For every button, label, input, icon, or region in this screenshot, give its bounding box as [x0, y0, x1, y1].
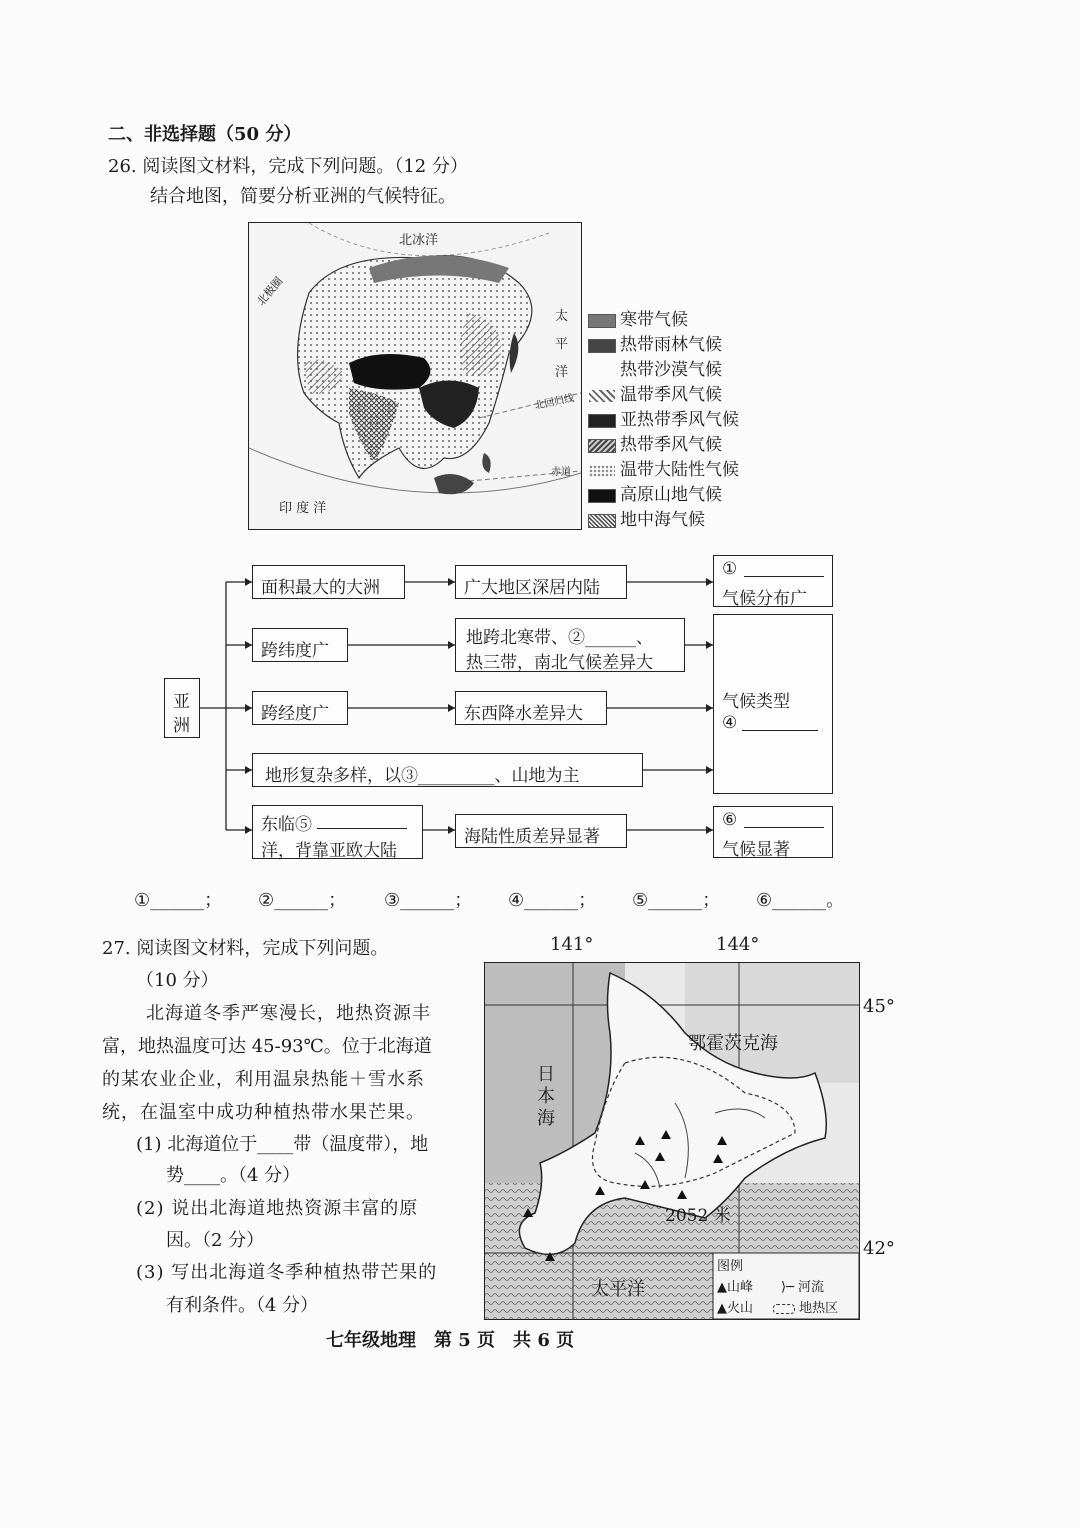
map-label-japan-sea-1: 日: [537, 1064, 555, 1085]
page-footer: 七年级地理 第 5 页 共 6 页: [326, 1330, 575, 1351]
q27-para-3: 的某农业企业，利用温泉热能＋雪水系: [102, 1069, 425, 1090]
flow-longitude-box: [252, 691, 348, 725]
flow-zones-line1: 地跨北寒带、②______、: [466, 628, 653, 648]
q27-para-2: 富，地热温度可达 45-93℃。位于北海道: [102, 1036, 432, 1057]
map-label-indian-ocean: 印 度 洋: [279, 501, 327, 516]
legend-item: 热带雨林气候: [588, 330, 722, 355]
q27-sub3-line1: (3) 写出北海道冬季种植热带芒果的: [136, 1262, 438, 1283]
flow-inland-text: 广大地区深居内陆: [464, 578, 600, 598]
answer-blank-1[interactable]: ①______；: [134, 890, 223, 911]
geothermal-area-icon: [773, 1304, 795, 1314]
q27-sub1-line2: 势____。（4 分）: [166, 1165, 301, 1186]
flow-types-text: 气候类型: [722, 692, 790, 712]
legend-item: 温带季风气候: [588, 380, 722, 405]
river-icon: ⟩─: [781, 1280, 794, 1295]
flow-blank5-line: [317, 828, 407, 829]
answer-blank-4[interactable]: ④______；: [508, 890, 597, 911]
flow-blank1-num: ①: [722, 559, 738, 579]
map-legend-peak: ▲山峰: [717, 1280, 753, 1295]
flow-landsea-box: [455, 814, 627, 848]
flow-terrain-text: 地形复杂多样，以③_________、山地为主: [265, 766, 580, 786]
map-label-japan-sea-2: 本: [537, 1086, 555, 1107]
flow-blank4-num: ④: [722, 713, 738, 733]
flow-types-box: [713, 614, 833, 794]
map-lon-144: 144°: [716, 934, 760, 955]
flow-zones-box: [455, 618, 685, 672]
flow-area-text: 面积最大的大洲: [261, 578, 380, 598]
legend-item: 高原山地气候: [588, 480, 722, 505]
map-legend-title: 图例: [717, 1259, 744, 1274]
legend-item: 寒带气候: [588, 305, 688, 330]
flow-east-line2: 洋，背靠亚欧大陆: [261, 841, 397, 861]
q26-stem: 26. 阅读图文材料，完成下列问题。（12 分）: [108, 156, 468, 177]
q27-sub2-line2: 因。（2 分）: [166, 1230, 265, 1251]
flow-blank4-line: [742, 730, 818, 731]
flow-latitude-box: [252, 628, 348, 662]
answer-blank-6[interactable]: ⑥______。: [756, 890, 845, 911]
flow-blank1-box: [713, 555, 833, 607]
flow-longitude-text: 跨经度广: [261, 704, 329, 724]
flow-blank6-line: [744, 827, 824, 828]
flow-inland-box: [455, 565, 627, 599]
legend-item: 亚热带季风气候: [588, 405, 739, 430]
flow-blank6-box: [713, 806, 833, 858]
flow-latitude-text: 跨纬度广: [261, 641, 329, 661]
legend-item: 热带季风气候: [588, 430, 722, 455]
map-lat-42: 42°: [863, 1238, 895, 1259]
q27-para-4: 统，在温室中成功种植热带水果芒果。: [102, 1102, 425, 1123]
flow-blank6-text: 气候显著: [722, 840, 790, 860]
map-legend-volcano: ▲火山: [717, 1301, 753, 1316]
legend-item: 地中海气候: [588, 505, 705, 530]
map-label-okhotsk: 鄂霍茨克海: [688, 1033, 778, 1054]
legend-item: 温带大陆性气候: [588, 455, 739, 480]
q27-para-1: 北海道冬季严寒漫长，地热资源丰: [146, 1003, 431, 1024]
q27-sub1-line1: (1) 北海道位于____带（温度带），地: [136, 1134, 429, 1155]
answer-blank-3[interactable]: ③______；: [384, 890, 473, 911]
flow-east-line1: 东临⑤: [261, 815, 312, 835]
map-label-japan-sea-3: 海: [537, 1108, 555, 1129]
map-legend-river: ⟩─ 河流: [781, 1280, 825, 1295]
q27-stem: 27. 阅读图文材料，完成下列问题。: [102, 938, 389, 959]
section-title: 二、非选择题（50 分）: [108, 124, 302, 145]
map-label-pacific-3: 洋: [555, 365, 569, 380]
answer-blank-5[interactable]: ⑤______；: [632, 890, 721, 911]
map-label-pacific-1: 太: [555, 309, 569, 324]
map-label-elevation: 2052 米: [665, 1206, 731, 1226]
map-lat-45: 45°: [863, 996, 895, 1017]
map-label-pacific: 太平洋: [591, 1279, 645, 1300]
flow-zones-line2: 热三带，南北气候差异大: [466, 653, 653, 673]
q27-sub2-line1: (2) 说出北海道地热资源丰富的原: [136, 1198, 419, 1219]
map-label-equator: 赤道: [551, 467, 571, 478]
flow-blank1-text: 气候分布广: [722, 589, 807, 609]
q26-task: 结合地图，简要分析亚洲的气候特征。: [150, 186, 456, 207]
map-label-arctic: 北冰洋: [399, 233, 439, 248]
map-label-arctic-circle: 北极圈: [254, 274, 286, 309]
legend-item: 热带沙漠气候: [588, 355, 722, 380]
hokkaido-map-graphic: [485, 963, 859, 1319]
flow-blank6-num: ⑥: [722, 810, 738, 830]
flow-blank1-line: [744, 576, 824, 577]
map-lon-141: 141°: [550, 934, 594, 955]
flow-asia-box: [164, 678, 200, 738]
hokkaido-map: [484, 962, 860, 1320]
map-label-pacific-2: 平: [555, 337, 569, 352]
map-label-tropic: 北回归线: [533, 392, 576, 412]
flow-terrain-box: [252, 753, 643, 787]
flow-asia-1: 亚: [173, 692, 190, 712]
q27-sub3-line2: 有利条件。（4 分）: [166, 1295, 319, 1316]
q27-score: （10 分）: [136, 970, 219, 991]
map-legend-geothermal: 地热区: [773, 1297, 838, 1316]
flow-east-box: [252, 805, 423, 859]
flow-area-box: [252, 565, 405, 599]
flow-asia-2: 洲: [173, 716, 190, 736]
flow-landsea-text: 海陆性质差异显著: [464, 827, 600, 847]
flow-precip-text: 东西降水差异大: [464, 704, 583, 724]
answer-blank-2[interactable]: ②______；: [258, 890, 347, 911]
flow-precip-box: [455, 691, 607, 725]
